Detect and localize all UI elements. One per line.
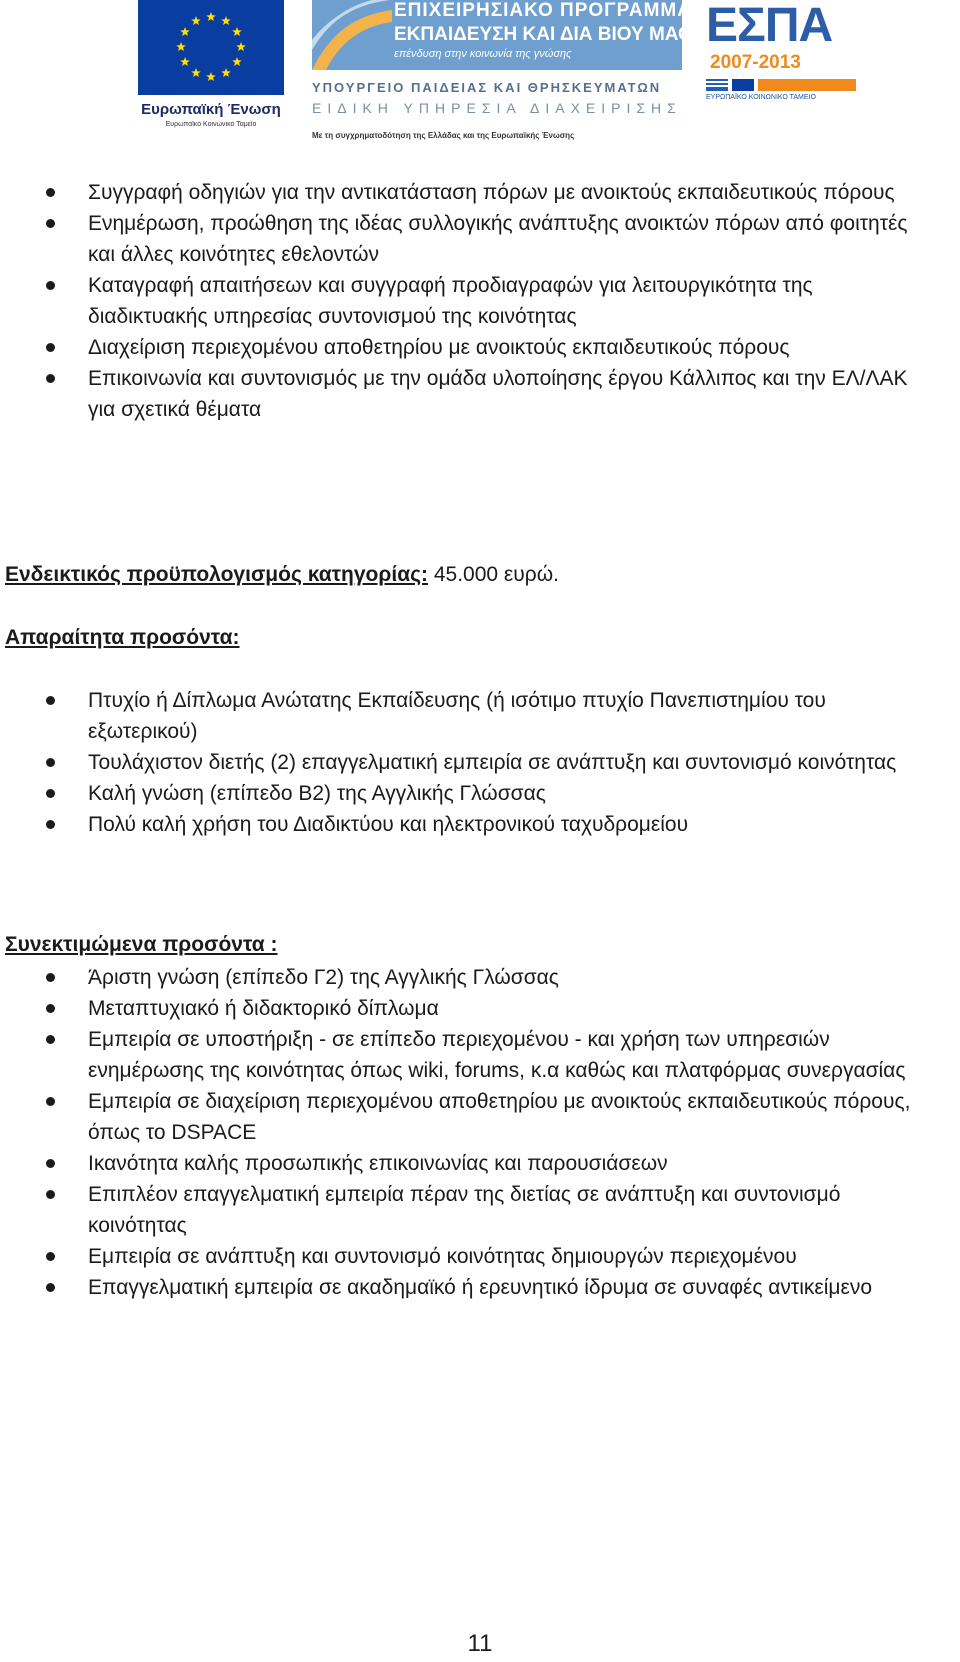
program-title-line2: ΕΚΠΑΙΔΕΥΣΗ ΚΑΙ ΔΙΑ ΒΙΟΥ ΜΑΘΗΣΗ	[394, 24, 732, 45]
list-item: Συγγραφή οδηγιών για την αντικατάσταση πόρων με ανοικτούς εκπαιδευτικούς πόρους	[0, 177, 960, 208]
eu-star-icon	[180, 27, 190, 36]
eu-flag	[138, 0, 284, 95]
program-logo	[312, 0, 732, 148]
bullet-icon	[46, 758, 55, 767]
bullet-icon	[46, 188, 55, 197]
espa-years: 2007-2013	[710, 52, 801, 73]
bullet-icon	[46, 1159, 55, 1168]
tasks-list	[0, 177, 960, 425]
special-service-name: ΕΙΔΙΚΗ ΥΠΗΡΕΣΙΑ ΔΙΑΧΕΙΡΙΣΗΣ	[312, 100, 682, 116]
required-heading: Απαραίτητα προσόντα:	[5, 626, 240, 649]
list-item: Εμπειρία σε διαχείριση περιεχομένου αποθετηρίου με ανοικτούς εκπαιδευτικούς πόρους, όπως το DSPACE	[0, 1086, 960, 1148]
eu-star-icon	[191, 68, 201, 77]
eu-star-icon	[232, 57, 242, 66]
list-item: Πτυχίο ή Δίπλωμα Ανώτατης Εκπαίδευσης (ή ισότιμο πτυχίο Πανεπιστημίου του εξωτερικού)	[0, 685, 960, 747]
program-title-line1: ΕΠΙΧΕΙΡΗΣΙΑΚΟ ΠΡΟΓΡΑΜΜΑ	[394, 0, 692, 21]
bullet-icon	[46, 696, 55, 705]
bullet-icon	[46, 343, 55, 352]
bullet-icon	[46, 1252, 55, 1261]
budget-label: Ενδεικτικός προϋπολογισμός κατηγορίας:	[5, 563, 429, 586]
bullet-icon	[46, 820, 55, 829]
eu-logo-title: Ευρωπαϊκή Ένωση	[141, 101, 281, 118]
bullet-icon	[46, 1004, 55, 1013]
preferred-list	[0, 962, 960, 1303]
list-item: Πολύ καλή χρήση του Διαδικτύου και ηλεκτρονικού ταχυδρομείου	[0, 809, 960, 840]
eu-star-icon	[206, 72, 216, 81]
list-item: Καλή γνώση (επίπεδο Β2) της Αγγλικής Γλώσσας	[0, 778, 960, 809]
bullet-icon	[46, 1283, 55, 1292]
budget-line	[5, 559, 559, 590]
eu-star-icon	[176, 42, 186, 51]
list-item: Επικοινωνία και συντονισμός με την ομάδα υλοποίησης έργου Κάλλιπος και την ΕΛ/ΛΑΚ για σχετικά θέματα	[0, 363, 960, 425]
list-item: Επαγγελματική εμπειρία σε ακαδημαϊκό ή ερευνητικό ίδρυμα σε συναφές αντικείμενο	[0, 1272, 960, 1303]
cofunding-note: Με τη συγχρηματοδότηση της Ελλάδας και της Ευρωπαϊκής Ένωσης	[312, 131, 575, 140]
list-item: Τουλάχιστον διετής (2) επαγγελματική εμπειρία σε ανάπτυξη και συντονισμό κοινότητας	[0, 747, 960, 778]
program-slogan: επένδυση στην κοινωνία της γνώσης	[394, 48, 572, 60]
eu-star-icon	[191, 16, 201, 25]
eu-stars-icon	[138, 0, 284, 95]
eu-star-icon	[232, 27, 242, 36]
list-item: Ενημέρωση, προώθηση της ιδέας συλλογικής ανάπτυξης ανοικτών πόρων από φοιτητές και άλλες κοινότητες εθελοντών	[0, 208, 960, 270]
espa-fund: ΕΥΡΩΠΑΪΚΟ ΚΟΙΝΩΝΙΚΟ ΤΑΜΕΙΟ	[706, 94, 816, 101]
espa-flags-icon	[706, 78, 856, 92]
bullet-icon	[46, 281, 55, 290]
espa-title: ΕΣΠΑ	[706, 0, 833, 52]
ministry-name: ΥΠΟΥΡΓΕΙΟ ΠΑΙΔΕΙΑΣ ΚΑΙ ΘΡΗΣΚΕΥΜΑΤΩΝ	[312, 80, 662, 95]
eu-logo	[138, 0, 284, 148]
list-item: Ικανότητα καλής προσωπικής επικοινωνίας και παρουσιάσεων	[0, 1148, 960, 1179]
bullet-icon	[46, 1097, 55, 1106]
eu-star-icon	[221, 16, 231, 25]
list-item: Εμπειρία σε υποστήριξη - σε επίπεδο περιεχομένου - και χρήση των υπηρεσιών ενημέρωσης της κοινότητας όπως wiki, forums, κ.α καθώς και πλατφόρμας συνεργασίας	[0, 1024, 960, 1086]
bullet-icon	[46, 1190, 55, 1199]
eu-star-icon	[180, 57, 190, 66]
preferred-heading: Συνεκτιμώμενα προσόντα :	[5, 933, 278, 956]
list-item: Καταγραφή απαιτήσεων και συγγραφή προδιαγραφών για λειτουργικότητα της διαδικτυακής υπηρεσίας συντονισμού της κοινότητας	[0, 270, 960, 332]
eu-star-icon	[221, 68, 231, 77]
bullet-icon	[46, 973, 55, 982]
bullet-icon	[46, 219, 55, 228]
page-number: 11	[467, 1630, 493, 1657]
bullet-icon	[46, 1035, 55, 1044]
header-logos	[0, 0, 960, 150]
eu-logo-subtitle: Ευρωπαϊκό Κοινωνικό Ταμείο	[165, 121, 257, 128]
required-list	[0, 685, 960, 840]
eu-star-icon	[236, 42, 246, 51]
bullet-icon	[46, 789, 55, 798]
eu-star-icon	[206, 12, 216, 21]
list-item: Επιπλέον επαγγελματική εμπειρία πέραν της διετίας σε ανάπτυξη και συντονισμό κοινότητας	[0, 1179, 960, 1241]
espa-logo	[706, 0, 856, 110]
list-item: Μεταπτυχιακό ή διδακτορικό δίπλωμα	[0, 993, 960, 1024]
bullet-icon	[46, 374, 55, 383]
list-item: Εμπειρία σε ανάπτυξη και συντονισμό κοινότητας δημιουργών περιεχομένου	[0, 1241, 960, 1272]
program-swoosh-icon	[312, 0, 392, 70]
budget-value: 45.000 ευρώ.	[428, 563, 559, 586]
list-item: Άριστη γνώση (επίπεδο Γ2) της Αγγλικής Γλώσσας	[0, 962, 960, 993]
list-item: Διαχείριση περιεχομένου αποθετηρίου με ανοικτούς εκπαιδευτικούς πόρους	[0, 332, 960, 363]
